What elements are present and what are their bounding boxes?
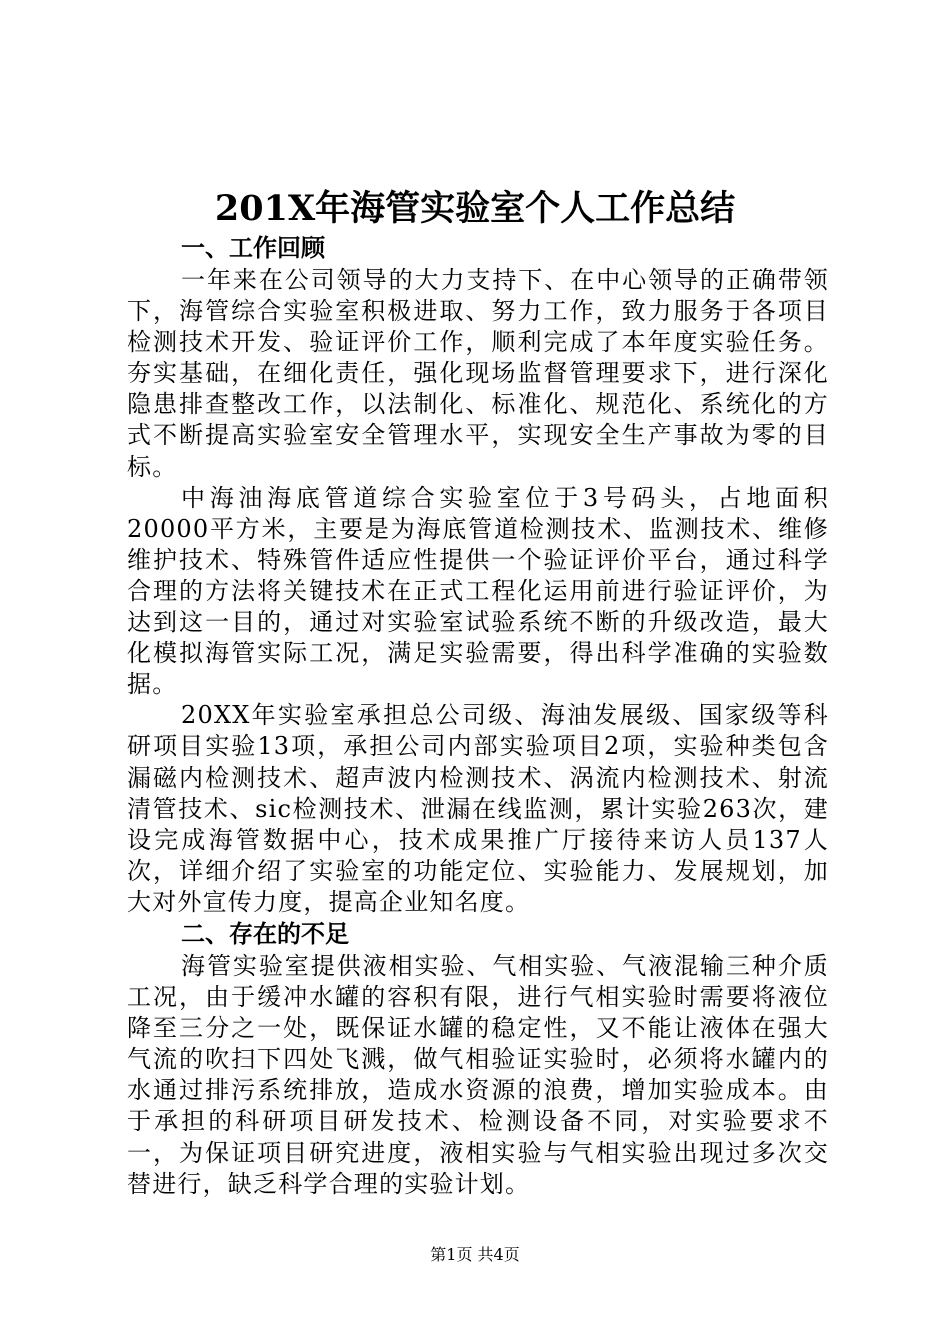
paragraph: 一年来在公司领导的大力支持下、在中心领导的正确带领下，海管综合实验室积极进取、努力工作，致力服务于各项目检测技术开发、验证评价工作，顺利完成了本年度实验任务。夯实基础，在细化责任，强化现场监督管理要求下，进行深化隐患排查整改工作，以法制化、标准化、规范化、系统化的方式不断提高实验室安全管理水平，实现安全生产事故为零的目标。 — [127, 266, 829, 481]
document-title: 201X年海管实验室个人工作总结 — [214, 188, 736, 229]
document-body — [127, 232, 829, 1200]
paragraph: 中海油海底管道综合实验室位于3号码头，占地面积20000平方米，主要是为海底管道检测技术、监测技术、维修维护技术、特殊管件适应性提供一个验证评价平台，通过科学合理的方法将关键技术在正式工程化运用前进行验证评价，为达到这一目的，通过对实验室试验系统不断的升级改造，最大化模拟海管实际工况，满足实验需要，得出科学准确的实验数据。 — [127, 483, 829, 699]
section-shortcomings — [127, 918, 829, 1200]
paragraph: 20XX年实验室承担总公司级、海油发展级、国家级等科研项目实验13项，承担公司内部实验项目2项，实验种类包含漏磁内检测技术、超声波内检测技术、涡流内检测技术、射流清管技术、sic检测技术、泄漏在线监测，累计实验263次，建设完成海管数据中心，技术成果推广厅接待来访人员137人次，详细介绍了实验室的功能定位、实验能力、发展规划，加大对外宣传力度，提高企业知名度。 — [127, 701, 829, 916]
section-heading: 二、存在的不足 — [181, 919, 349, 948]
section-work-review — [127, 232, 829, 918]
paragraph: 海管实验室提供液相实验、气相实验、气液混输三种介质工况，由于缓冲水罐的容积有限，进行气相实验时需要将液位降至三分之一处，既保证水罐的稳定性，又不能让液体在强大气流的吹扫下四处飞溅，做气相验证实验时，必须将水罐内的水通过排污系统排放，造成水资源的浪费，增加实验成本。由于承担的科研项目研发技术、检测设备不同，对实验要求不一，为保证项目研究进度，液相实验与气相实验出现过多次交替进行，缺乏科学合理的实验计划。 — [127, 951, 829, 1198]
section-heading: 一、工作回顾 — [181, 234, 325, 262]
page-footer: 第1页 共4页 — [430, 1245, 520, 1264]
